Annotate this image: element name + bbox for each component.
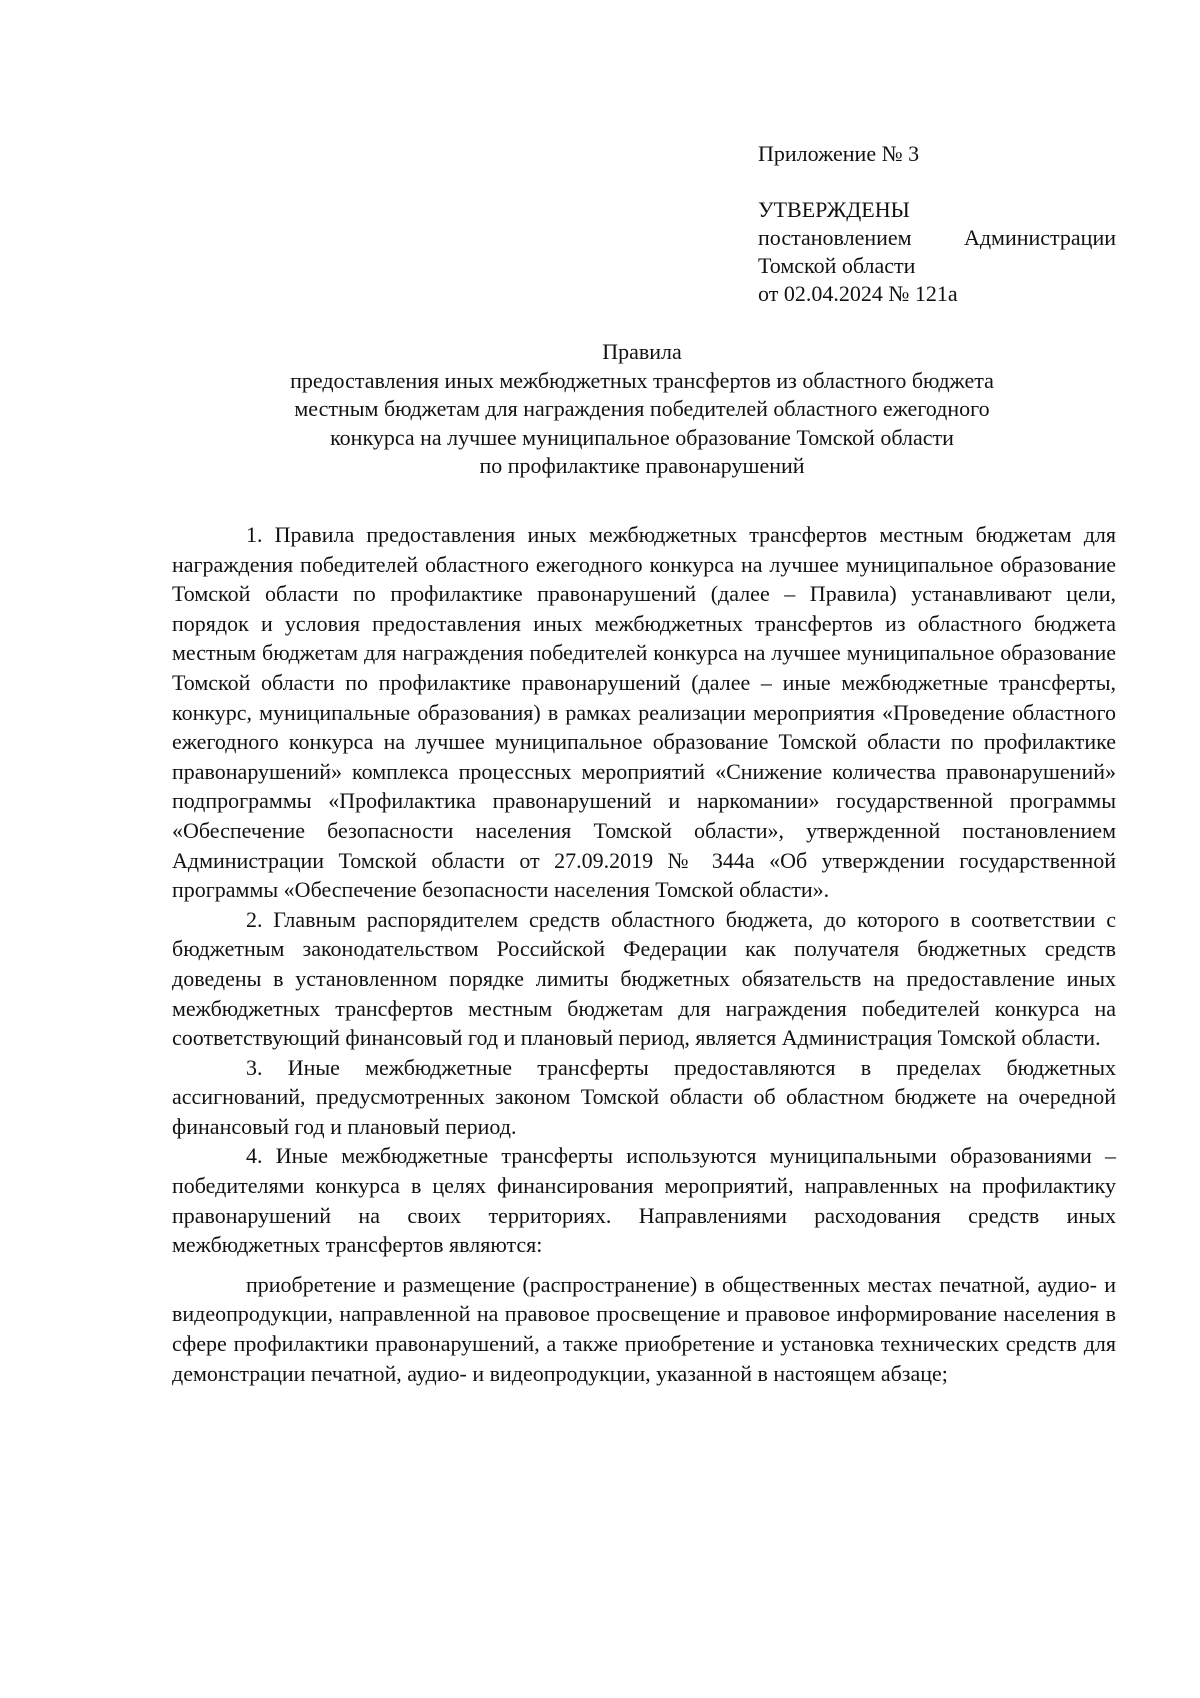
approved-by-region: Томской области [758, 253, 916, 278]
paragraph-number: 4. [246, 1143, 263, 1169]
paragraph-text: Иные межбюджетные трансферты используются муниципальными образованиями – победителями конкурса в целях финансирования мероприятий, направленных на профилактику правонарушений на своих территориях. Направлениями расходования средств иных межбюджетных трансфертов являются: [172, 1143, 1117, 1258]
paragraph-number: 3. [246, 1054, 263, 1080]
paragraph-1 [172, 520, 1116, 905]
title-heading: Правила [602, 339, 682, 364]
paragraph-number: 1. [246, 522, 263, 547]
title-line-1: предоставления иных межбюджетных трансфертов из областного бюджета [290, 367, 994, 393]
title-line-4: по профилактике правонарушений [479, 453, 805, 478]
paragraph-2 [172, 905, 1116, 1053]
appendix-number: Приложение № 3 [758, 141, 920, 166]
paragraph-3 [172, 1053, 1116, 1142]
approved-by-line [758, 224, 1116, 252]
title-line-3: конкурса на лучшее муниципальное образование Томской области [330, 424, 954, 450]
paragraph-text: приобретение и размещение (распространение) в общественных местах печатной, аудио- и видеопродукции, направленной на правовое просвещение и правовое информирование населения в сфере профилактики правонарушений, а также приобретение и установка технических средств для демонстрации печатной, аудио- и видеопродукции, указанной в настоящем абзаце; [172, 1271, 1116, 1386]
paragraph-text: Правила предоставления иных межбюджетных трансфертов местным бюджетам для награждения победителей областного ежегодного конкурса на лучшее муниципальное образование Томской области по профилактике правонарушений (далее – Правила) устанавливают цели, порядок и условия предоставления иных межбюджетных трансфертов из областного бюджета местным бюджетам для награждения победителей конкурса на лучшее муниципальное образование Томской области по профилактике правонарушений (далее – иные межбюджетные трансферты, конкурс, муниципальные образования) в рамках реализации мероприятия «Проведение областного ежегодного конкурса на лучшее муниципальное образование Томской области по профилактике правонарушений» комплекса процессных мероприятий «Снижение количества правонарушений» подпрограммы «Профилактика правонарушений и наркомании» государственной программы «Обеспечение безопасности населения Томской области», утвержденной постановлением Администрации Томской области от 27.09.2019 № 344а «Об утверждении государственной программы «Обеспечение безопасности населения Томской области». [172, 522, 1116, 903]
approved-by-word-2: Администрации [963, 225, 1116, 250]
title-line-2: местным бюджетам для награждения победителей областного ежегодного [294, 396, 990, 421]
paragraph-text: Иные межбюджетные трансферты предоставляются в пределах бюджетных ассигнований, предусмотренных законом Томской области об областном бюджете на очередной финансовый год и плановый период. [172, 1054, 1116, 1139]
approved-label: УТВЕРЖДЕНЫ [758, 197, 910, 222]
approval-block [758, 140, 1118, 308]
paragraph-4-subitem [172, 1270, 1116, 1388]
document-body [172, 520, 1116, 1388]
approved-by-word-1: постановлением [758, 225, 912, 250]
document-title [170, 338, 1114, 481]
paragraph-text: Главным распорядителем средств областного бюджета, до которого в соответствии с бюджетным законодательством Российской Федерации как получателя бюджетных средств доведены в установленном порядке лимиты бюджетных обязательств на предоставление иных межбюджетных трансфертов местным бюджетам для награждения победителей конкурса на соответствующий финансовый год и плановый период, является Администрация Томской области. [172, 906, 1116, 1051]
paragraph-4 [172, 1141, 1116, 1259]
paragraph-number: 2. [246, 906, 263, 932]
approved-date: от 02.04.2024 № 121а [758, 281, 958, 306]
